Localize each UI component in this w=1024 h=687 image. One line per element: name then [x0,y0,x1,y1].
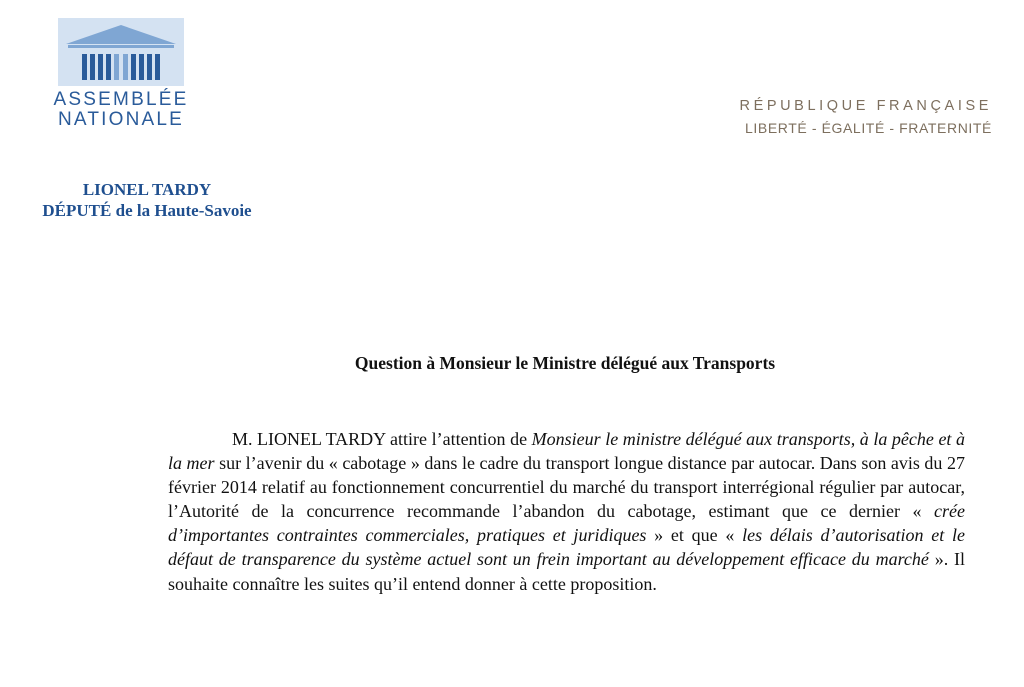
question-title: Question à Monsieur le Ministre délégué aux Transports [354,353,776,373]
logo-line-1: ASSEMBLÉE [53,89,189,110]
body-paragraph [168,427,965,596]
body-text-4: ». Il souhaite connaître les suites qu’il entend donner à cette proposition. [168,549,965,594]
deputy-title-suffix: de la Haute-Savoie [111,201,252,220]
deputy-block [22,179,272,221]
body-text-2: sur l’avenir du « cabotage » dans le cadre du transport longue distance par autocar. Dans son avis du 27 février 2014 relatif au fonctionnement concurrentiel du marché du transport interrégional régulier par autocar, l’Autorité de la concurrence recommande l’abandon du cabotage, estimant que ce dernier « [168,453,965,522]
deputy-title [22,200,272,221]
body-minister-italic: Monsieur le ministre délégué aux transports, à la pêche et à la mer [168,429,965,474]
logo-text [52,90,190,130]
body-text-3: » et que « [646,525,743,546]
republic-title: RÉPUBLIQUE FRANÇAISE [739,98,992,114]
assemblee-nationale-logo [52,18,190,130]
body-quote-2-italic: les délais d’autorisation et le défaut de transparence du système actuel sont un frein important au développement efficace du marché [168,525,966,570]
body-quote-1-italic: crée d’importantes contraintes commerciales, pratiques et juridiques [168,501,965,546]
deputy-title-prefix: DÉPUTÉ [42,201,112,220]
assemblee-building-icon [58,18,184,86]
republic-motto: LIBERTÉ - ÉGALITÉ - FRATERNITÉ [745,120,992,136]
body-text-1: M. LIONEL TARDY attire l’attention de [232,429,532,449]
question-body [168,427,965,596]
republique-francaise-header [740,95,993,139]
deputy-name: LIONEL TARDY [82,180,212,199]
logo-line-2: NATIONALE [57,109,185,130]
